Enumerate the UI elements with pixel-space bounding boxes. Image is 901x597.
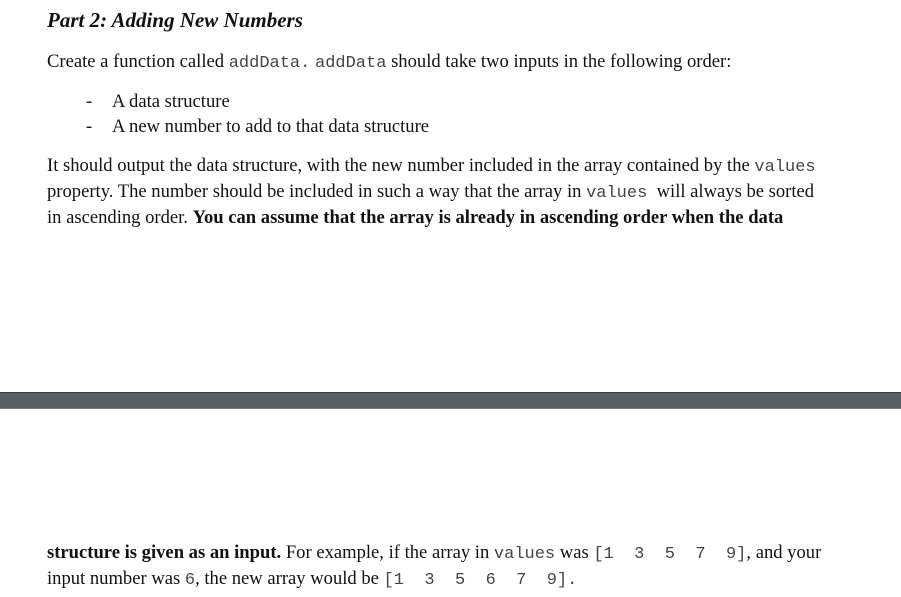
- document-page-bottom: [0, 409, 901, 597]
- list-dash: -: [86, 116, 93, 137]
- code-values: values: [586, 184, 648, 203]
- code-adddata-2: addData: [315, 54, 387, 73]
- list-dash: -: [86, 91, 93, 112]
- para2-text: in ascending order.: [47, 207, 193, 228]
- code-values: values: [754, 158, 816, 177]
- code-adddata-1: addData.: [228, 54, 311, 73]
- output-paragraph-line-1: [47, 153, 816, 181]
- para3-text: For example, if the array in: [281, 542, 494, 563]
- example-paragraph-line-1: [47, 540, 821, 568]
- list-item-text: A data structure: [112, 91, 230, 112]
- intro-paragraph: [47, 49, 731, 77]
- code-number: 6: [184, 571, 196, 590]
- intro-text-3: should take two inputs in the following order:: [386, 51, 732, 72]
- section-heading: Part 2: Adding New Numbers: [47, 8, 303, 32]
- list-item: [0, 89, 901, 114]
- example-paragraph-line-2: [47, 566, 577, 594]
- para3-text: was: [555, 542, 594, 563]
- output-paragraph-line-3: [47, 205, 783, 231]
- para3-text: , the new array would be: [195, 568, 384, 589]
- code-array-after: [1 3 5 6 7 9].: [383, 571, 578, 590]
- list-item-text: A new number to add to that data structure: [112, 116, 430, 137]
- para2-text: property. The number should be included in such a way that the array in: [47, 181, 587, 202]
- para3-text: , and your: [746, 542, 822, 563]
- para2-bold-text: You can assume that the array is already in ascending order when the data: [192, 207, 784, 228]
- para2-text: will always be sorted: [647, 181, 815, 202]
- input-list: [0, 89, 901, 139]
- para2-text: It should output the data structure, with the new number included in the array contained by the: [47, 155, 755, 176]
- para3-bold-text: structure is given as an input.: [47, 542, 282, 563]
- list-item: [0, 114, 901, 139]
- code-array-before: [1 3 5 7 9]: [593, 545, 747, 564]
- intro-text-1: Create a function called: [47, 51, 229, 72]
- para3-text: input number was: [47, 568, 185, 589]
- code-values: values: [493, 545, 556, 564]
- output-paragraph-line-2: [47, 179, 814, 207]
- page-break-divider: [0, 392, 901, 409]
